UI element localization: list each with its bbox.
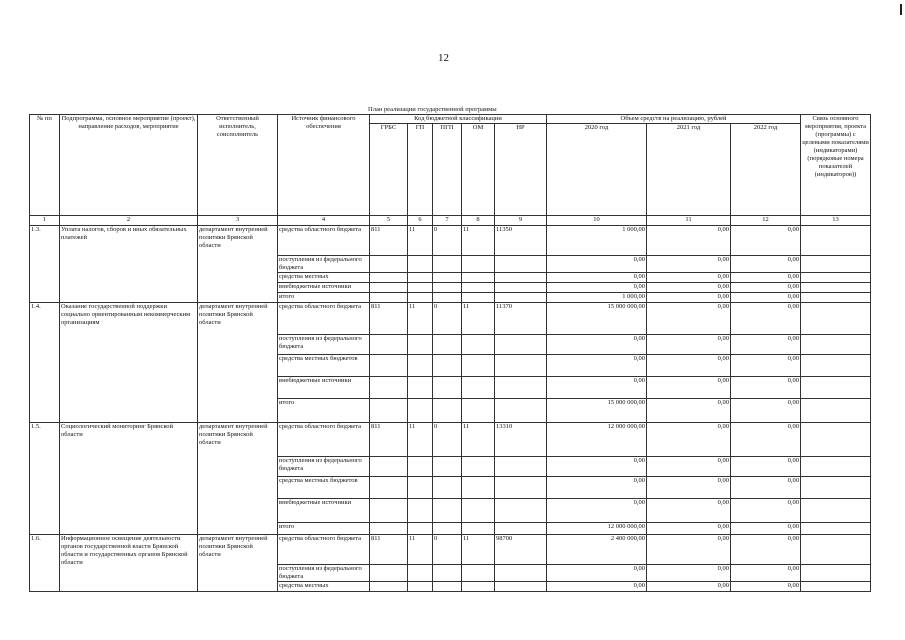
code-cell-empty bbox=[495, 399, 547, 423]
amount-2020: 0,00 bbox=[547, 477, 647, 499]
amount-2021: 0,00 bbox=[647, 303, 731, 335]
amount-2020: 0,00 bbox=[547, 499, 647, 523]
responsible-executor: департамент внутренней политики Брянской области bbox=[198, 535, 278, 592]
header-link: Связь основного мероприятия, проекта (программы) с целевыми показателями (индикаторами) (порядковые номера показателей (индикаторов)) bbox=[801, 115, 871, 216]
measure-title: Социологический мониторинг Брянской области bbox=[60, 423, 198, 535]
funding-source: внебюджетные источники bbox=[278, 377, 370, 399]
column-number: 5 bbox=[370, 216, 408, 226]
indicator-link-cell bbox=[801, 293, 871, 303]
amount-2021: 0,00 bbox=[647, 377, 731, 399]
code-cell-empty bbox=[495, 293, 547, 303]
code-cell-empty bbox=[370, 335, 408, 355]
edge-mark bbox=[900, 4, 902, 15]
funding-source: внебюджетные источники bbox=[278, 499, 370, 523]
amount-2020: 15 000 000,00 bbox=[547, 303, 647, 335]
code-cell-empty bbox=[495, 523, 547, 535]
amount-2021: 0,00 bbox=[647, 226, 731, 256]
code-cell-empty bbox=[495, 283, 547, 293]
column-number: 2 bbox=[60, 216, 198, 226]
header-nr: НР bbox=[495, 124, 547, 216]
amount-2020: 0,00 bbox=[547, 565, 647, 582]
amount-2022: 0,00 bbox=[731, 535, 801, 565]
header-2021: 2021 год bbox=[647, 124, 731, 216]
header-grbs: ГРБС bbox=[370, 124, 408, 216]
indicator-link-cell bbox=[801, 399, 871, 423]
code-cell-empty bbox=[408, 377, 433, 399]
header-budget-code: Код бюджетной классификации bbox=[370, 115, 547, 124]
implementation-plan-table bbox=[29, 114, 871, 592]
amount-2021: 0,00 bbox=[647, 457, 731, 477]
table-title: План реализации государственной программы bbox=[368, 106, 497, 113]
amount-2022: 0,00 bbox=[731, 256, 801, 273]
indicator-link-cell bbox=[801, 226, 871, 256]
code-cell-empty bbox=[433, 523, 462, 535]
code-cell-empty bbox=[408, 335, 433, 355]
code-gp: 11 bbox=[408, 303, 433, 335]
header-subprogram: Подпрограмма, основное мероприятие (проект), направление расходов, мероприятие bbox=[60, 115, 198, 216]
code-cell-empty bbox=[370, 256, 408, 273]
indicator-link-cell bbox=[801, 377, 871, 399]
indicator-link-cell bbox=[801, 582, 871, 592]
amount-2022: 0,00 bbox=[731, 457, 801, 477]
code-cell-empty bbox=[495, 273, 547, 283]
amount-2020: 1 000,00 bbox=[547, 293, 647, 303]
row-number: 1.4. bbox=[30, 303, 60, 423]
code-om: 11 bbox=[462, 226, 495, 256]
indicator-link-cell bbox=[801, 256, 871, 273]
code-cell-empty bbox=[462, 355, 495, 377]
code-cell-empty bbox=[462, 273, 495, 283]
code-gp: 11 bbox=[408, 423, 433, 457]
code-om: 11 bbox=[462, 535, 495, 565]
amount-2021: 0,00 bbox=[647, 499, 731, 523]
code-cell-empty bbox=[370, 523, 408, 535]
code-cell-empty bbox=[462, 293, 495, 303]
amount-2022: 0,00 bbox=[731, 273, 801, 283]
amount-2020: 15 000 000,00 bbox=[547, 399, 647, 423]
code-om: 11 bbox=[462, 423, 495, 457]
code-cell-empty bbox=[408, 355, 433, 377]
header-2020: 2020 год bbox=[547, 124, 647, 216]
indicator-link-cell bbox=[801, 283, 871, 293]
amount-2021: 0,00 bbox=[647, 335, 731, 355]
code-cell-empty bbox=[408, 565, 433, 582]
code-grbs: 811 bbox=[370, 303, 408, 335]
code-cell-empty bbox=[433, 293, 462, 303]
code-nr: 11350 bbox=[495, 226, 547, 256]
amount-2020: 0,00 bbox=[547, 273, 647, 283]
code-cell-empty bbox=[462, 399, 495, 423]
column-number: 4 bbox=[278, 216, 370, 226]
row-number: 1.6. bbox=[30, 535, 60, 592]
code-nr: 98700 bbox=[495, 535, 547, 565]
code-cell-empty bbox=[408, 273, 433, 283]
code-cell-empty bbox=[433, 335, 462, 355]
column-number: 11 bbox=[647, 216, 731, 226]
code-cell-empty bbox=[462, 523, 495, 535]
amount-2020: 0,00 bbox=[547, 283, 647, 293]
code-cell-empty bbox=[495, 477, 547, 499]
funding-source: средства местных бюджетов bbox=[278, 355, 370, 377]
amount-2021: 0,00 bbox=[647, 256, 731, 273]
code-cell-empty bbox=[462, 477, 495, 499]
code-cell-empty bbox=[433, 477, 462, 499]
amount-2022: 0,00 bbox=[731, 293, 801, 303]
indicator-link-cell bbox=[801, 565, 871, 582]
code-cell-empty bbox=[370, 293, 408, 303]
amount-2022: 0,00 bbox=[731, 477, 801, 499]
column-number: 1 bbox=[30, 216, 60, 226]
indicator-link-cell bbox=[801, 477, 871, 499]
amount-2021: 0,00 bbox=[647, 283, 731, 293]
amount-2022: 0,00 bbox=[731, 499, 801, 523]
table-row bbox=[30, 303, 871, 335]
amount-2022: 0,00 bbox=[731, 377, 801, 399]
amount-2020: 0,00 bbox=[547, 355, 647, 377]
code-cell-empty bbox=[433, 283, 462, 293]
code-cell-empty bbox=[408, 499, 433, 523]
amount-2020: 2 400 000,00 bbox=[547, 535, 647, 565]
code-pgp: 0 bbox=[433, 423, 462, 457]
funding-source: средства областного бюджета bbox=[278, 423, 370, 457]
amount-2021: 0,00 bbox=[647, 477, 731, 499]
code-cell-empty bbox=[370, 499, 408, 523]
amount-2022: 0,00 bbox=[731, 423, 801, 457]
amount-2022: 0,00 bbox=[731, 355, 801, 377]
code-cell-empty bbox=[433, 499, 462, 523]
column-number: 9 bbox=[495, 216, 547, 226]
code-cell-empty bbox=[462, 256, 495, 273]
code-cell-empty bbox=[370, 283, 408, 293]
code-cell-empty bbox=[495, 565, 547, 582]
amount-2022: 0,00 bbox=[731, 283, 801, 293]
amount-2021: 0,00 bbox=[647, 273, 731, 283]
code-cell-empty bbox=[408, 283, 433, 293]
table-row bbox=[30, 423, 871, 457]
amount-2022: 0,00 bbox=[731, 303, 801, 335]
funding-source: поступления из федерального бюджета bbox=[278, 565, 370, 582]
code-cell-empty bbox=[462, 565, 495, 582]
code-cell-empty bbox=[462, 499, 495, 523]
code-cell-empty bbox=[462, 335, 495, 355]
amount-2022: 0,00 bbox=[731, 565, 801, 582]
code-cell-empty bbox=[495, 377, 547, 399]
code-cell-empty bbox=[495, 582, 547, 592]
code-cell-empty bbox=[370, 355, 408, 377]
code-grbs: 811 bbox=[370, 535, 408, 565]
indicator-link-cell bbox=[801, 273, 871, 283]
funding-source: поступления из федерального бюджета bbox=[278, 335, 370, 355]
amount-2021: 0,00 bbox=[647, 355, 731, 377]
amount-2022: 0,00 bbox=[731, 582, 801, 592]
indicator-link-cell bbox=[801, 303, 871, 335]
amount-2021: 0,00 bbox=[647, 523, 731, 535]
code-cell-empty bbox=[462, 377, 495, 399]
amount-2021: 0,00 bbox=[647, 582, 731, 592]
code-gp: 11 bbox=[408, 535, 433, 565]
indicator-link-cell bbox=[801, 423, 871, 457]
amount-2020: 0,00 bbox=[547, 582, 647, 592]
measure-title: Информационное освещение деятельности органов государственной власти Брянской области и государственных органов Брянской области bbox=[60, 535, 198, 592]
page-number: 12 bbox=[438, 52, 449, 64]
funding-source: средства местных bbox=[278, 582, 370, 592]
amount-2020: 1 000,00 bbox=[547, 226, 647, 256]
indicator-link-cell bbox=[801, 535, 871, 565]
indicator-link-cell bbox=[801, 335, 871, 355]
code-cell-empty bbox=[495, 355, 547, 377]
column-number-row bbox=[30, 216, 871, 226]
amount-2020: 12 000 000,00 bbox=[547, 423, 647, 457]
code-cell-empty bbox=[462, 457, 495, 477]
code-cell-empty bbox=[433, 256, 462, 273]
header-gp: ГП bbox=[408, 124, 433, 216]
header-volume: Объем средств на реализацию, рублей bbox=[547, 115, 801, 124]
code-cell-empty bbox=[408, 293, 433, 303]
column-number: 12 bbox=[731, 216, 801, 226]
funding-source: средства областного бюджета bbox=[278, 535, 370, 565]
code-cell-empty bbox=[495, 256, 547, 273]
column-number: 10 bbox=[547, 216, 647, 226]
responsible-executor: департамент внутренней политики Брянской области bbox=[198, 423, 278, 535]
amount-2021: 0,00 bbox=[647, 399, 731, 423]
amount-2021: 0,00 bbox=[647, 535, 731, 565]
measure-title: Оказание государственной поддержки социально ориентированным некоммерческим организациям bbox=[60, 303, 198, 423]
header-pgp: ПГП bbox=[433, 124, 462, 216]
funding-source: итого bbox=[278, 399, 370, 423]
code-cell-empty bbox=[433, 355, 462, 377]
amount-2022: 0,00 bbox=[731, 523, 801, 535]
table-body bbox=[30, 226, 871, 592]
column-number: 6 bbox=[408, 216, 433, 226]
code-cell-empty bbox=[370, 273, 408, 283]
column-number: 3 bbox=[198, 216, 278, 226]
amount-2020: 0,00 bbox=[547, 256, 647, 273]
code-cell-empty bbox=[370, 377, 408, 399]
code-cell-empty bbox=[408, 457, 433, 477]
code-nr: 13310 bbox=[495, 423, 547, 457]
code-pgp: 0 bbox=[433, 303, 462, 335]
code-cell-empty bbox=[408, 523, 433, 535]
funding-source: средства местных бюджетов bbox=[278, 477, 370, 499]
code-nr: 11370 bbox=[495, 303, 547, 335]
code-cell-empty bbox=[495, 457, 547, 477]
amount-2022: 0,00 bbox=[731, 399, 801, 423]
code-cell-empty bbox=[433, 582, 462, 592]
code-cell-empty bbox=[433, 399, 462, 423]
funding-source: поступления из федерального бюджета bbox=[278, 256, 370, 273]
code-cell-empty bbox=[462, 582, 495, 592]
indicator-link-cell bbox=[801, 499, 871, 523]
table-row bbox=[30, 226, 871, 256]
funding-source: средства местных bbox=[278, 273, 370, 283]
header-source: Источник финансового обеспечения bbox=[278, 115, 370, 216]
code-cell-empty bbox=[408, 582, 433, 592]
code-cell-empty bbox=[370, 477, 408, 499]
code-cell-empty bbox=[433, 273, 462, 283]
row-number: 1.3. bbox=[30, 226, 60, 303]
amount-2020: 0,00 bbox=[547, 457, 647, 477]
code-om: 11 bbox=[462, 303, 495, 335]
code-cell-empty bbox=[433, 457, 462, 477]
column-number: 13 bbox=[801, 216, 871, 226]
funding-source: поступления из федерального бюджета bbox=[278, 457, 370, 477]
header-num: № пп bbox=[30, 115, 60, 216]
responsible-executor: департамент внутренней политики Брянской области bbox=[198, 226, 278, 303]
header-2022: 2022 год bbox=[731, 124, 801, 216]
measure-title: Уплата налогов, сборов и иных обязательных платежей bbox=[60, 226, 198, 303]
funding-source: внебюджетные источники bbox=[278, 283, 370, 293]
indicator-link-cell bbox=[801, 355, 871, 377]
header-om: ОМ bbox=[462, 124, 495, 216]
code-grbs: 811 bbox=[370, 423, 408, 457]
code-grbs: 811 bbox=[370, 226, 408, 256]
funding-source: средства областного бюджета bbox=[278, 226, 370, 256]
funding-source: итого bbox=[278, 293, 370, 303]
amount-2022: 0,00 bbox=[731, 226, 801, 256]
amount-2021: 0,00 bbox=[647, 565, 731, 582]
amount-2021: 0,00 bbox=[647, 423, 731, 457]
code-cell-empty bbox=[370, 565, 408, 582]
indicator-link-cell bbox=[801, 457, 871, 477]
code-cell-empty bbox=[433, 565, 462, 582]
code-pgp: 0 bbox=[433, 535, 462, 565]
code-cell-empty bbox=[433, 377, 462, 399]
column-number: 7 bbox=[433, 216, 462, 226]
amount-2022: 0,00 bbox=[731, 335, 801, 355]
responsible-executor: департамент внутренней политики Брянской области bbox=[198, 303, 278, 423]
amount-2020: 0,00 bbox=[547, 335, 647, 355]
code-cell-empty bbox=[462, 283, 495, 293]
code-cell-empty bbox=[408, 477, 433, 499]
code-cell-empty bbox=[370, 399, 408, 423]
code-cell-empty bbox=[370, 457, 408, 477]
code-cell-empty bbox=[370, 582, 408, 592]
column-number: 8 bbox=[462, 216, 495, 226]
row-number: 1.5. bbox=[30, 423, 60, 535]
table-row bbox=[30, 535, 871, 565]
amount-2020: 0,00 bbox=[547, 377, 647, 399]
amount-2021: 0,00 bbox=[647, 293, 731, 303]
funding-source: итого bbox=[278, 523, 370, 535]
code-cell-empty bbox=[408, 399, 433, 423]
code-gp: 11 bbox=[408, 226, 433, 256]
header-responsible: Ответственный исполнитель, соисполнитель bbox=[198, 115, 278, 216]
indicator-link-cell bbox=[801, 523, 871, 535]
code-cell-empty bbox=[408, 256, 433, 273]
funding-source: средства областного бюджета bbox=[278, 303, 370, 335]
code-cell-empty bbox=[495, 499, 547, 523]
code-pgp: 0 bbox=[433, 226, 462, 256]
code-cell-empty bbox=[495, 335, 547, 355]
amount-2020: 12 000 000,00 bbox=[547, 523, 647, 535]
